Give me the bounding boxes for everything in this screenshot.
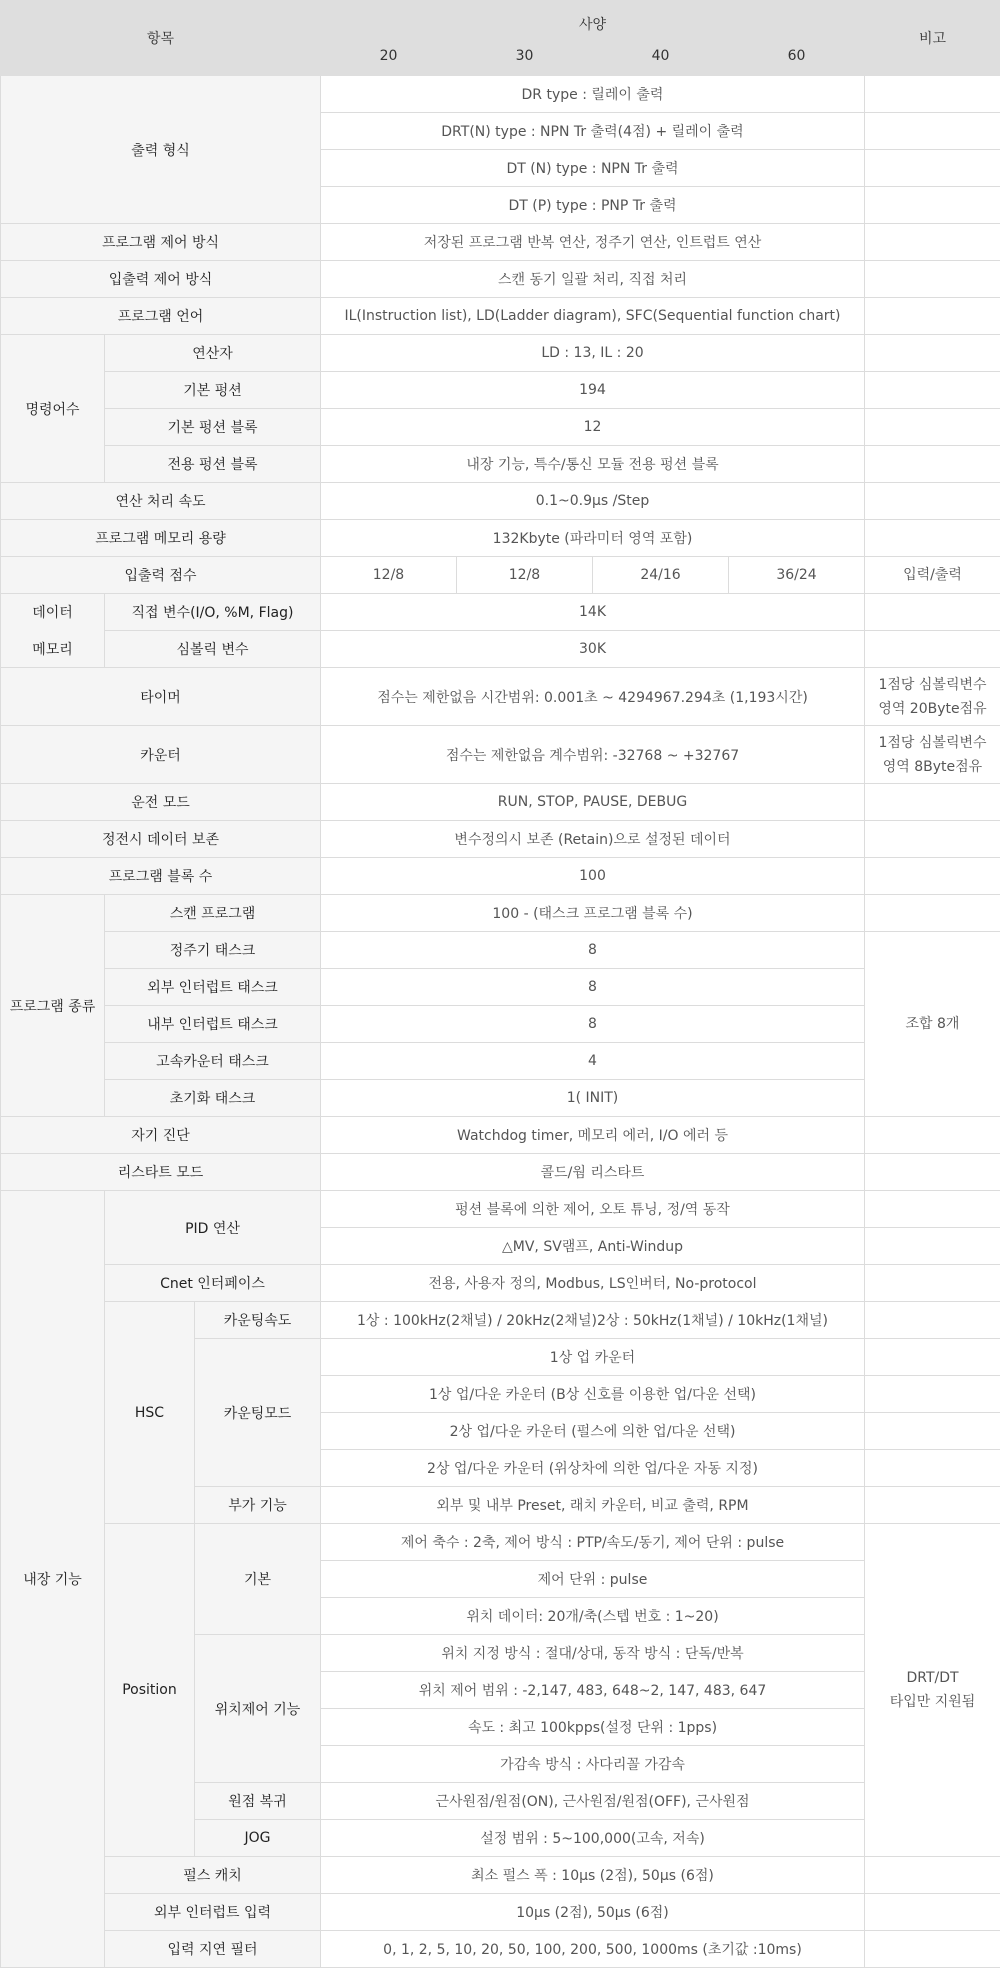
pid-note bbox=[865, 1191, 1000, 1228]
restart-value: 콜드/웜 리스타트 bbox=[321, 1154, 865, 1191]
io-control-note bbox=[865, 261, 1000, 298]
output-form-note bbox=[865, 150, 1000, 187]
program-type-label: 외부 인터럽트 태스크 bbox=[105, 969, 321, 1006]
header-spec: 사양 bbox=[321, 1, 865, 38]
program-type-value: 8 bbox=[321, 932, 865, 969]
instructions-item-label: 기본 펑션 블록 bbox=[105, 409, 321, 446]
run-mode-note bbox=[865, 784, 1000, 821]
ext-interrupt-label: 외부 인터럽트 입력 bbox=[105, 1894, 321, 1931]
pid-value: △MV, SV램프, Anti-Windup bbox=[321, 1228, 865, 1265]
input-filter-value: 0, 1, 2, 5, 10, 20, 50, 100, 200, 500, 1000ms (초기값 :10ms) bbox=[321, 1931, 865, 1968]
cnet-label: Cnet 인터페이스 bbox=[105, 1265, 321, 1302]
speed-note bbox=[865, 483, 1000, 520]
instructions-item-value: LD : 13, IL : 20 bbox=[321, 335, 865, 372]
hsc-mode-note bbox=[865, 1413, 1000, 1450]
retain-note bbox=[865, 821, 1000, 858]
instructions-label: 명령어수 bbox=[1, 335, 105, 483]
data-memory-label-bottom: 메모리 bbox=[1, 631, 105, 668]
counter-note-line: 영역 8Byte점유 bbox=[867, 755, 998, 779]
program-memory-note bbox=[865, 520, 1000, 557]
program-type-label: 고속카운터 태스크 bbox=[105, 1043, 321, 1080]
program-type-value: 4 bbox=[321, 1043, 865, 1080]
hsc-speed-value: 1상 : 100kHz(2채널) / 20kHz(2채널)2상 : 50kHz(1채널) / 10kHz(1채널) bbox=[321, 1302, 865, 1339]
direct-variable-note bbox=[865, 594, 1000, 631]
input-filter-note bbox=[865, 1931, 1000, 1968]
hsc-extra-label: 부가 기능 bbox=[195, 1487, 321, 1524]
counter-note bbox=[865, 726, 1000, 784]
position-homing-value: 근사원점/원점(ON), 근사원점/원점(OFF), 근사원점 bbox=[321, 1783, 865, 1820]
output-form-value: DT (N) type : NPN Tr 출력 bbox=[321, 150, 865, 187]
io-control-label: 입출력 제어 방식 bbox=[1, 261, 321, 298]
program-type-note bbox=[865, 895, 1000, 932]
run-mode-label: 운전 모드 bbox=[1, 784, 321, 821]
output-form-note bbox=[865, 76, 1000, 113]
output-form-note bbox=[865, 113, 1000, 150]
direct-variable-value: 14K bbox=[321, 594, 865, 631]
program-language-label: 프로그램 언어 bbox=[1, 298, 321, 335]
program-control-note bbox=[865, 224, 1000, 261]
pulse-catch-value: 최소 펄스 폭 : 10μs (2점), 50μs (6점) bbox=[321, 1857, 865, 1894]
instructions-item-label: 전용 펑션 블록 bbox=[105, 446, 321, 483]
instructions-item-label: 연산자 bbox=[105, 335, 321, 372]
instructions-item-value: 194 bbox=[321, 372, 865, 409]
program-types-note: 조합 8개 bbox=[865, 932, 1000, 1117]
symbolic-variable-note bbox=[865, 631, 1000, 668]
program-type-value: 100 - (태스크 프로그램 블록 수) bbox=[321, 895, 865, 932]
position-control-value: 위치 지정 방식 : 절대/상대, 동작 방식 : 단독/반복 bbox=[321, 1635, 865, 1672]
symbolic-variable-label: 심볼릭 변수 bbox=[105, 631, 321, 668]
self-diag-label: 자기 진단 bbox=[1, 1117, 321, 1154]
hsc-mode-value: 2상 업/다운 카운터 (펄스에 의한 업/다운 선택) bbox=[321, 1413, 865, 1450]
self-diag-value: Watchdog timer, 메모리 에러, I/O 에러 등 bbox=[321, 1117, 865, 1154]
instructions-note bbox=[865, 335, 1000, 372]
instructions-note bbox=[865, 409, 1000, 446]
timer-note-line: 영역 20Byte점유 bbox=[867, 697, 998, 721]
hsc-speed-note bbox=[865, 1302, 1000, 1339]
program-blocks-label: 프로그램 블록 수 bbox=[1, 858, 321, 895]
counter-value: 점수는 제한없음 계수범위: -32768 ~ +32767 bbox=[321, 726, 865, 784]
pid-label: PID 연산 bbox=[105, 1191, 321, 1265]
position-jog-value: 설정 범위 : 5~100,000(고속, 저속) bbox=[321, 1820, 865, 1857]
program-type-label: 정주기 태스크 bbox=[105, 932, 321, 969]
hsc-mode-note bbox=[865, 1376, 1000, 1413]
timer-label: 타이머 bbox=[1, 668, 321, 726]
hsc-mode-value: 1상 업/다운 카운터 (B상 신호를 이용한 업/다운 선택) bbox=[321, 1376, 865, 1413]
speed-value: 0.1~0.9μs /Step bbox=[321, 483, 865, 520]
io-points-30: 12/8 bbox=[457, 557, 593, 594]
builtin-label: 내장 기능 bbox=[1, 1191, 105, 1968]
header-model-60: 60 bbox=[729, 38, 865, 76]
position-control-value: 위치 제어 범위 : -2,147, 483, 648~2, 147, 483, 647 bbox=[321, 1672, 865, 1709]
counter-note-line: 1점당 심볼릭변수 bbox=[867, 731, 998, 755]
position-basic-value: 위치 데이터: 20개/축(스텝 번호 : 1~20) bbox=[321, 1598, 865, 1635]
program-control-value: 저장된 프로그램 반복 연산, 정주기 연산, 인트럽트 연산 bbox=[321, 224, 865, 261]
position-jog-label: JOG bbox=[195, 1820, 321, 1857]
header-model-30: 30 bbox=[457, 38, 593, 76]
pulse-catch-note bbox=[865, 1857, 1000, 1894]
position-basic-value: 제어 단위 : pulse bbox=[321, 1561, 865, 1598]
ext-interrupt-note bbox=[865, 1894, 1000, 1931]
hsc-mode-note bbox=[865, 1339, 1000, 1376]
hsc-label: HSC bbox=[105, 1302, 195, 1524]
program-blocks-note bbox=[865, 858, 1000, 895]
restart-label: 리스타트 모드 bbox=[1, 1154, 321, 1191]
instructions-note bbox=[865, 446, 1000, 483]
cnet-value: 전용, 사용자 정의, Modbus, LS인버터, No-protocol bbox=[321, 1265, 865, 1302]
program-type-label: 내부 인터럽트 태스크 bbox=[105, 1006, 321, 1043]
self-diag-note bbox=[865, 1117, 1000, 1154]
program-control-label: 프로그램 제어 방식 bbox=[1, 224, 321, 261]
program-type-value: 1( INIT) bbox=[321, 1080, 865, 1117]
position-control-value: 속도 : 최고 100kpps(설정 단위 : 1pps) bbox=[321, 1709, 865, 1746]
instructions-item-value: 12 bbox=[321, 409, 865, 446]
position-control-label: 위치제어 기능 bbox=[195, 1635, 321, 1783]
ext-interrupt-value: 10μs (2점), 50μs (6점) bbox=[321, 1894, 865, 1931]
position-note-line: DRT/DT bbox=[867, 1666, 998, 1690]
position-control-value: 가감속 방식 : 사다리꼴 가감속 bbox=[321, 1746, 865, 1783]
position-homing-label: 원점 복귀 bbox=[195, 1783, 321, 1820]
io-points-40: 24/16 bbox=[593, 557, 729, 594]
input-filter-label: 입력 지연 필터 bbox=[105, 1931, 321, 1968]
position-label: Position bbox=[105, 1524, 195, 1857]
timer-value: 점수는 제한없음 시간범위: 0.001초 ~ 4294967.294초 (1,193시간) bbox=[321, 668, 865, 726]
position-basic-value: 제어 축수 : 2축, 제어 방식 : PTP/속도/동기, 제어 단위 : pulse bbox=[321, 1524, 865, 1561]
io-points-note: 입력/출력 bbox=[865, 557, 1000, 594]
io-points-60: 36/24 bbox=[729, 557, 865, 594]
hsc-extra-note bbox=[865, 1487, 1000, 1524]
counter-label: 카운터 bbox=[1, 726, 321, 784]
run-mode-value: RUN, STOP, PAUSE, DEBUG bbox=[321, 784, 865, 821]
hsc-extra-value: 외부 및 내부 Preset, 래치 카운터, 비교 출력, RPM bbox=[321, 1487, 865, 1524]
pulse-catch-label: 펄스 캐치 bbox=[105, 1857, 321, 1894]
header-model-40: 40 bbox=[593, 38, 729, 76]
output-form-value: DRT(N) type : NPN Tr 출력(4점) + 릴레이 출력 bbox=[321, 113, 865, 150]
position-note bbox=[865, 1524, 1000, 1857]
instructions-note bbox=[865, 372, 1000, 409]
program-type-label: 초기화 태스크 bbox=[105, 1080, 321, 1117]
pid-note bbox=[865, 1228, 1000, 1265]
instructions-item-value: 내장 기능, 특수/통신 모듈 전용 펑션 블록 bbox=[321, 446, 865, 483]
hsc-mode-label: 카운팅모드 bbox=[195, 1339, 321, 1487]
header-note: 비고 bbox=[865, 1, 1000, 76]
instructions-item-label: 기본 펑션 bbox=[105, 372, 321, 409]
program-memory-label: 프로그램 메모리 용량 bbox=[1, 520, 321, 557]
cnet-note bbox=[865, 1265, 1000, 1302]
data-memory-label-top: 데이터 bbox=[1, 594, 105, 631]
position-basic-label: 기본 bbox=[195, 1524, 321, 1635]
speed-label: 연산 처리 속도 bbox=[1, 483, 321, 520]
header-item: 항목 bbox=[1, 1, 321, 76]
retain-value: 변수정의시 보존 (Retain)으로 설정된 데이터 bbox=[321, 821, 865, 858]
restart-note bbox=[865, 1154, 1000, 1191]
io-points-label: 입출력 점수 bbox=[1, 557, 321, 594]
timer-note bbox=[865, 668, 1000, 726]
position-note-line: 타입만 지원됨 bbox=[867, 1690, 998, 1714]
pid-value: 펑션 블록에 의한 제어, 오토 튜닝, 정/역 동작 bbox=[321, 1191, 865, 1228]
hsc-speed-label: 카운팅속도 bbox=[195, 1302, 321, 1339]
io-control-value: 스캔 동기 일괄 처리, 직접 처리 bbox=[321, 261, 865, 298]
hsc-mode-value: 2상 업/다운 카운터 (위상차에 의한 업/다운 자동 지정) bbox=[321, 1450, 865, 1487]
symbolic-variable-value: 30K bbox=[321, 631, 865, 668]
direct-variable-label: 직접 변수(I/O, %M, Flag) bbox=[105, 594, 321, 631]
program-blocks-value: 100 bbox=[321, 858, 865, 895]
hsc-mode-value: 1상 업 카운터 bbox=[321, 1339, 865, 1376]
output-form-note bbox=[865, 187, 1000, 224]
program-types-label: 프로그램 종류 bbox=[1, 895, 105, 1117]
hsc-mode-note bbox=[865, 1450, 1000, 1487]
program-language-value: IL(Instruction list), LD(Ladder diagram), SFC(Sequential function chart) bbox=[321, 298, 865, 335]
program-type-value: 8 bbox=[321, 969, 865, 1006]
program-language-note bbox=[865, 298, 1000, 335]
program-memory-value: 132Kbyte (파라미터 영역 포함) bbox=[321, 520, 865, 557]
output-form-label: 출력 형식 bbox=[1, 76, 321, 224]
timer-note-line: 1점당 심볼릭변수 bbox=[867, 673, 998, 697]
io-points-20: 12/8 bbox=[321, 557, 457, 594]
program-type-value: 8 bbox=[321, 1006, 865, 1043]
output-form-value: DR type : 릴레이 출력 bbox=[321, 76, 865, 113]
header-model-20: 20 bbox=[321, 38, 457, 76]
retain-label: 정전시 데이터 보존 bbox=[1, 821, 321, 858]
output-form-value: DT (P) type : PNP Tr 출력 bbox=[321, 187, 865, 224]
program-type-label: 스캔 프로그램 bbox=[105, 895, 321, 932]
